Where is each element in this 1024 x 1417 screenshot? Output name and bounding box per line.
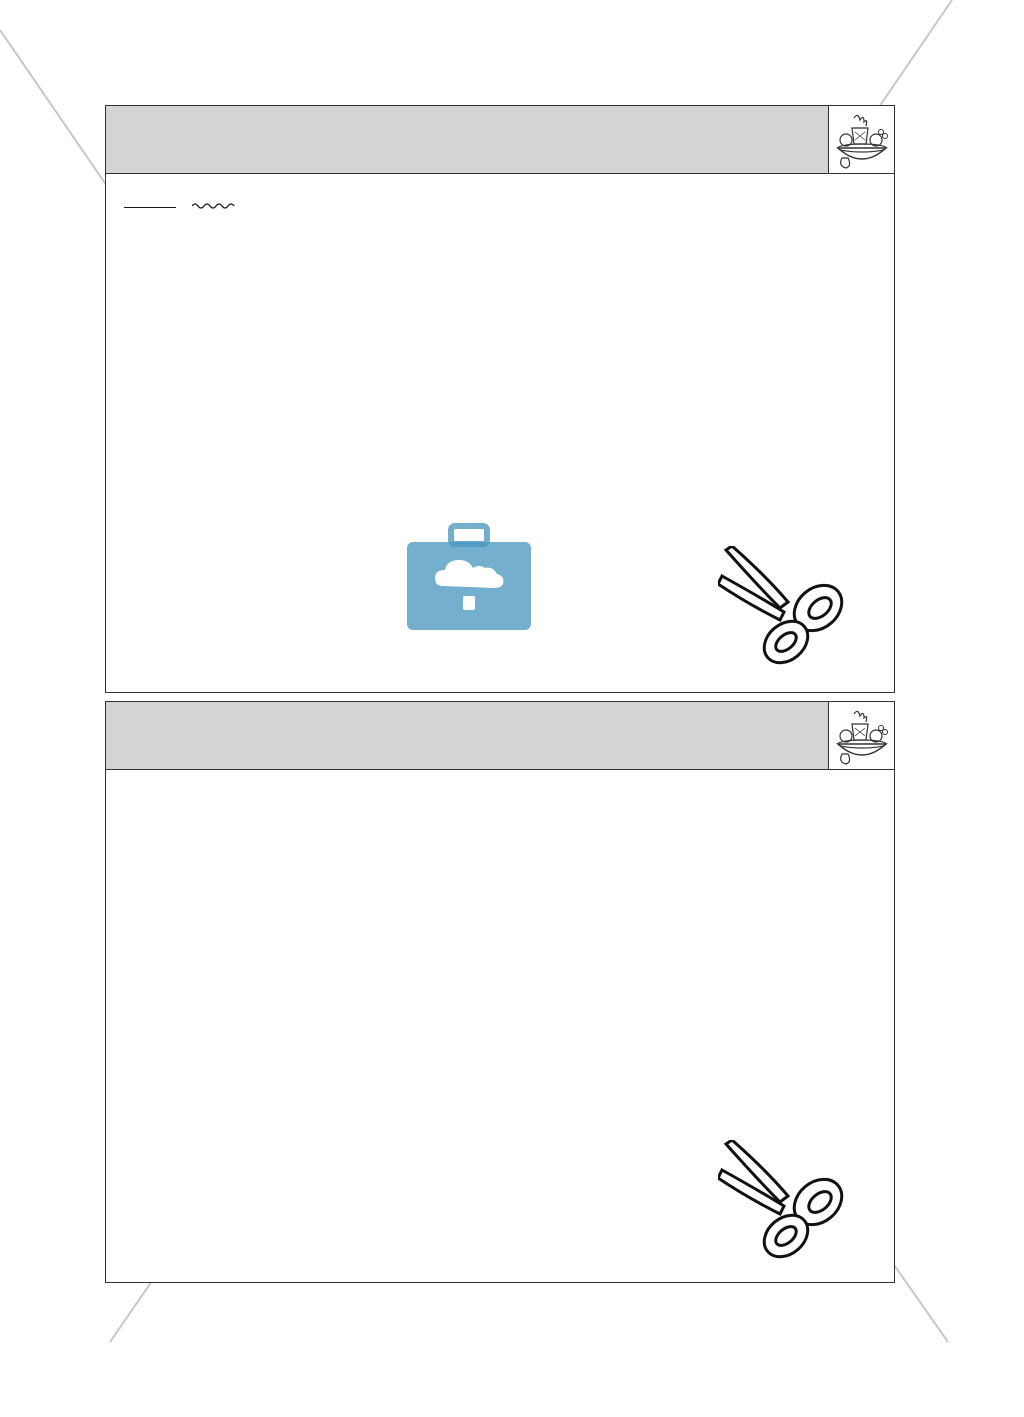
task-instruction — [120, 184, 870, 213]
station-card — [105, 105, 895, 693]
card-header — [106, 702, 829, 770]
instruction-line-2 — [120, 184, 870, 213]
fruit-basket-icon — [828, 106, 894, 174]
fruit-basket-icon — [828, 702, 894, 770]
wavy-underline-sample — [192, 200, 236, 210]
solution-card — [105, 701, 895, 1283]
straight-underline-sample — [124, 206, 176, 208]
scissors-icon — [718, 546, 858, 666]
scissors-icon — [718, 1140, 858, 1260]
card-header — [106, 106, 829, 174]
